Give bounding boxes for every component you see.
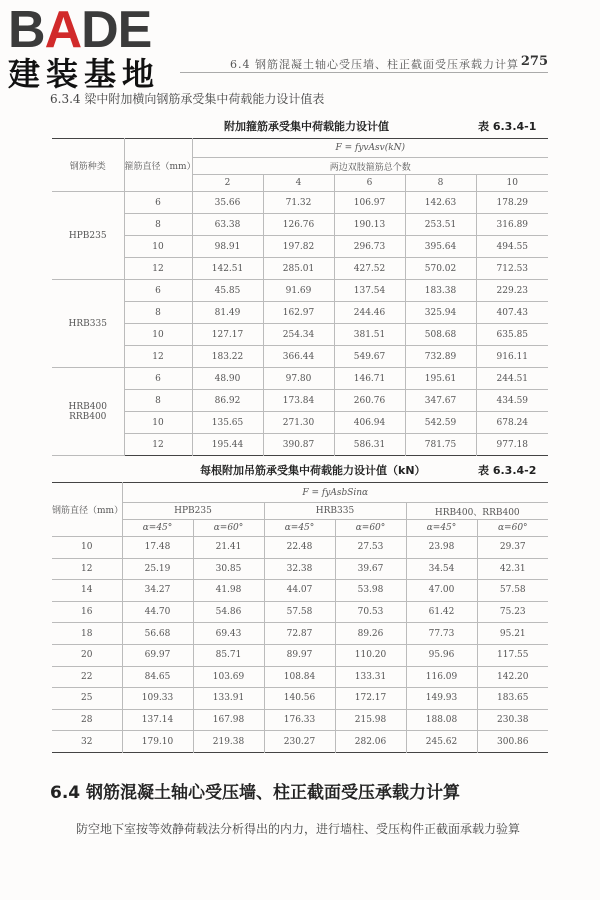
value-cell: 254.34 (263, 324, 334, 346)
value-cell: 146.71 (334, 368, 405, 390)
value-cell: 347.67 (405, 390, 476, 412)
value-cell: 84.65 (122, 666, 193, 688)
table1-caption: 附加箍筋承受集中荷载能力设计值 (224, 120, 389, 133)
value-cell: 142.63 (405, 192, 476, 214)
value-cell: 81.49 (192, 302, 263, 324)
diameter-cell: 18 (52, 623, 122, 645)
value-cell: 244.51 (476, 368, 548, 390)
logo-subtitle: 建装基地 (8, 55, 161, 93)
value-cell: 91.69 (263, 280, 334, 302)
value-cell: 916.11 (476, 346, 548, 368)
value-cell: 108.84 (264, 666, 335, 688)
value-cell: 85.71 (193, 644, 264, 666)
diameter-cell: 6 (124, 368, 192, 390)
value-cell: 44.70 (122, 601, 193, 623)
legs-count-header: 6 (334, 175, 405, 192)
table-row (52, 558, 548, 580)
value-cell: 34.27 (122, 580, 193, 602)
diameter-cell: 12 (52, 558, 122, 580)
value-cell: 188.08 (406, 709, 477, 731)
value-cell: 70.53 (335, 601, 406, 623)
value-cell: 133.91 (193, 688, 264, 710)
value-cell: 173.84 (263, 390, 334, 412)
value-cell: 325.94 (405, 302, 476, 324)
legs-count-header: 2 (192, 175, 263, 192)
angle-header: α=45° (406, 520, 477, 537)
value-cell: 95.21 (477, 623, 548, 645)
value-cell: 296.73 (334, 236, 405, 258)
diameter-cell: 6 (124, 192, 192, 214)
steel-grade-header: HPB235 (122, 503, 264, 520)
value-cell: 21.41 (193, 537, 264, 559)
value-cell: 23.98 (406, 537, 477, 559)
value-cell: 390.87 (263, 434, 334, 456)
value-cell: 61.42 (406, 601, 477, 623)
value-cell: 142.51 (192, 258, 263, 280)
value-cell: 106.97 (334, 192, 405, 214)
value-cell: 109.33 (122, 688, 193, 710)
value-cell: 542.59 (405, 412, 476, 434)
logo-wordmark (8, 1, 160, 59)
diameter-cell: 22 (52, 666, 122, 688)
value-cell: 45.85 (192, 280, 263, 302)
value-cell: 89.26 (335, 623, 406, 645)
value-cell: 29.37 (477, 537, 548, 559)
value-cell: 25.19 (122, 558, 193, 580)
table2-caption: 每根附加吊筋承受集中荷载能力设计值（kN） (200, 464, 426, 477)
table-row (52, 644, 548, 666)
diameter-cell: 10 (52, 537, 122, 559)
value-cell: 197.82 (263, 236, 334, 258)
logo-letter-a: A (44, 1, 82, 59)
value-cell: 86.92 (192, 390, 263, 412)
value-cell: 977.18 (476, 434, 548, 456)
legs-header: 两边双肢箍筋总个数 (192, 158, 548, 175)
value-cell: 229.23 (476, 280, 548, 302)
legs-count-header: 4 (263, 175, 334, 192)
logo-letters-de: DE (81, 1, 152, 59)
value-cell: 135.65 (192, 412, 263, 434)
value-cell: 427.52 (334, 258, 405, 280)
logo-letter-b: B (8, 1, 45, 59)
diameter-cell: 10 (124, 412, 192, 434)
diameter-cell: 12 (124, 346, 192, 368)
value-cell: 30.85 (193, 558, 264, 580)
value-cell: 89.97 (264, 644, 335, 666)
diameter-cell: 20 (52, 644, 122, 666)
angle-header: α=60° (193, 520, 264, 537)
value-cell: 117.55 (477, 644, 548, 666)
diameter-cell: 12 (124, 434, 192, 456)
value-cell: 57.58 (477, 580, 548, 602)
value-cell: 781.75 (405, 434, 476, 456)
table-row (52, 580, 548, 602)
value-cell: 316.89 (476, 214, 548, 236)
value-cell: 407.43 (476, 302, 548, 324)
value-cell: 195.61 (405, 368, 476, 390)
table-row (52, 368, 548, 390)
diameter-cell: 32 (52, 731, 122, 753)
legs-count-header: 10 (476, 175, 548, 192)
value-cell: 97.80 (263, 368, 334, 390)
table-row (52, 537, 548, 559)
stirrup-capacity-table (52, 138, 548, 456)
table2-number: 表 6.3.4-2 (478, 464, 537, 477)
table-row (52, 390, 548, 412)
diameter-cell: 28 (52, 709, 122, 731)
value-cell: 41.98 (193, 580, 264, 602)
table-row (52, 258, 548, 280)
table-row (52, 688, 548, 710)
value-cell: 406.94 (334, 412, 405, 434)
value-cell: 17.48 (122, 537, 193, 559)
table1-number: 表 6.3.4-1 (478, 120, 537, 133)
value-cell: 133.31 (335, 666, 406, 688)
value-cell: 127.17 (192, 324, 263, 346)
value-cell: 712.53 (476, 258, 548, 280)
value-cell: 167.98 (193, 709, 264, 731)
body-paragraph: 防空地下室按等效静荷载法分析得出的内力，进行墙柱、受压构件正截面承载力验算 (76, 822, 521, 836)
value-cell: 244.46 (334, 302, 405, 324)
value-cell: 116.09 (406, 666, 477, 688)
table-row (52, 709, 548, 731)
value-cell: 69.97 (122, 644, 193, 666)
diameter-cell: 8 (124, 390, 192, 412)
value-cell: 149.93 (406, 688, 477, 710)
value-cell: 126.76 (263, 214, 334, 236)
value-cell: 190.13 (334, 214, 405, 236)
value-cell: 39.67 (335, 558, 406, 580)
value-cell: 98.91 (192, 236, 263, 258)
value-cell: 732.89 (405, 346, 476, 368)
col-bar-diameter: 钢筋直径（mm） (52, 483, 122, 537)
table-row (52, 280, 548, 302)
value-cell: 71.32 (263, 192, 334, 214)
angle-header: α=60° (335, 520, 406, 537)
table-row (52, 434, 548, 456)
table-row (52, 731, 548, 753)
value-cell: 549.67 (334, 346, 405, 368)
value-cell: 195.44 (192, 434, 263, 456)
value-cell: 42.31 (477, 558, 548, 580)
section-heading-6-4: 6.4 钢筋混凝土轴心受压墙、柱正截面受压承载力计算 (50, 783, 461, 803)
value-cell: 183.65 (477, 688, 548, 710)
value-cell: 253.51 (405, 214, 476, 236)
angle-header: α=45° (122, 520, 193, 537)
value-cell: 137.14 (122, 709, 193, 731)
table-row (52, 623, 548, 645)
table2-formula: F = fyAsbSinα (122, 483, 548, 503)
diameter-cell: 14 (52, 580, 122, 602)
table-row (52, 324, 548, 346)
value-cell: 110.20 (335, 644, 406, 666)
table-row (52, 601, 548, 623)
diameter-cell: 8 (124, 214, 192, 236)
value-cell: 215.98 (335, 709, 406, 731)
table-row (52, 346, 548, 368)
value-cell: 434.59 (476, 390, 548, 412)
value-cell: 137.54 (334, 280, 405, 302)
header-rule (180, 72, 548, 73)
value-cell: 48.90 (192, 368, 263, 390)
value-cell: 34.54 (406, 558, 477, 580)
value-cell: 178.29 (476, 192, 548, 214)
table-row (52, 192, 548, 214)
running-head: 6.4 钢筋混凝土轴心受压墙、柱正截面受压承载力计算 (230, 58, 519, 71)
value-cell: 183.22 (192, 346, 263, 368)
value-cell: 260.76 (334, 390, 405, 412)
value-cell: 300.86 (477, 731, 548, 753)
value-cell: 77.73 (406, 623, 477, 645)
value-cell: 271.30 (263, 412, 334, 434)
diameter-cell: 12 (124, 258, 192, 280)
col-stirrup-diameter: 箍筋直径（mm） (124, 139, 192, 192)
value-cell: 366.44 (263, 346, 334, 368)
value-cell: 508.68 (405, 324, 476, 346)
legs-count-header: 8 (405, 175, 476, 192)
table-row (52, 666, 548, 688)
value-cell: 172.17 (335, 688, 406, 710)
diameter-cell: 10 (124, 236, 192, 258)
table-row (52, 214, 548, 236)
value-cell: 140.56 (264, 688, 335, 710)
value-cell: 47.00 (406, 580, 477, 602)
value-cell: 635.85 (476, 324, 548, 346)
value-cell: 395.64 (405, 236, 476, 258)
diameter-cell: 25 (52, 688, 122, 710)
value-cell: 179.10 (122, 731, 193, 753)
diameter-cell: 10 (124, 324, 192, 346)
steel-type-cell: HPB235 (52, 192, 124, 280)
value-cell: 183.38 (405, 280, 476, 302)
diameter-cell: 8 (124, 302, 192, 324)
value-cell: 103.69 (193, 666, 264, 688)
value-cell: 95.96 (406, 644, 477, 666)
value-cell: 75.23 (477, 601, 548, 623)
value-cell: 69.43 (193, 623, 264, 645)
steel-grade-header: HRB400、RRB400 (406, 503, 548, 520)
steel-type-cell: HRB400 RRB400 (52, 368, 124, 456)
value-cell: 245.62 (406, 731, 477, 753)
value-cell: 219.38 (193, 731, 264, 753)
value-cell: 54.86 (193, 601, 264, 623)
value-cell: 285.01 (263, 258, 334, 280)
section-title: 6.3.4 梁中附加横向钢筋承受集中荷载能力设计值表 (50, 92, 325, 106)
table1-formula: F = fyvAsv(kN) (192, 139, 548, 158)
page-number: 275 (520, 54, 548, 69)
angle-header: α=45° (264, 520, 335, 537)
table-row (52, 302, 548, 324)
value-cell: 53.98 (335, 580, 406, 602)
steel-type-cell: HRB335 (52, 280, 124, 368)
value-cell: 230.38 (477, 709, 548, 731)
value-cell: 586.31 (334, 434, 405, 456)
brand-logo (8, 1, 161, 93)
col-steel-type: 钢筋种类 (52, 139, 124, 192)
value-cell: 72.87 (264, 623, 335, 645)
value-cell: 678.24 (476, 412, 548, 434)
value-cell: 63.38 (192, 214, 263, 236)
value-cell: 494.55 (476, 236, 548, 258)
value-cell: 176.33 (264, 709, 335, 731)
hanger-bar-capacity-table (52, 482, 548, 753)
value-cell: 32.38 (264, 558, 335, 580)
value-cell: 381.51 (334, 324, 405, 346)
value-cell: 44.07 (264, 580, 335, 602)
diameter-cell: 16 (52, 601, 122, 623)
value-cell: 142.20 (477, 666, 548, 688)
angle-header: α=60° (477, 520, 548, 537)
value-cell: 570.02 (405, 258, 476, 280)
table-row (52, 412, 548, 434)
value-cell: 230.27 (264, 731, 335, 753)
table-row (52, 236, 548, 258)
value-cell: 282.06 (335, 731, 406, 753)
value-cell: 27.53 (335, 537, 406, 559)
value-cell: 35.66 (192, 192, 263, 214)
value-cell: 57.58 (264, 601, 335, 623)
value-cell: 22.48 (264, 537, 335, 559)
value-cell: 162.97 (263, 302, 334, 324)
value-cell: 56.68 (122, 623, 193, 645)
steel-grade-header: HRB335 (264, 503, 406, 520)
diameter-cell: 6 (124, 280, 192, 302)
